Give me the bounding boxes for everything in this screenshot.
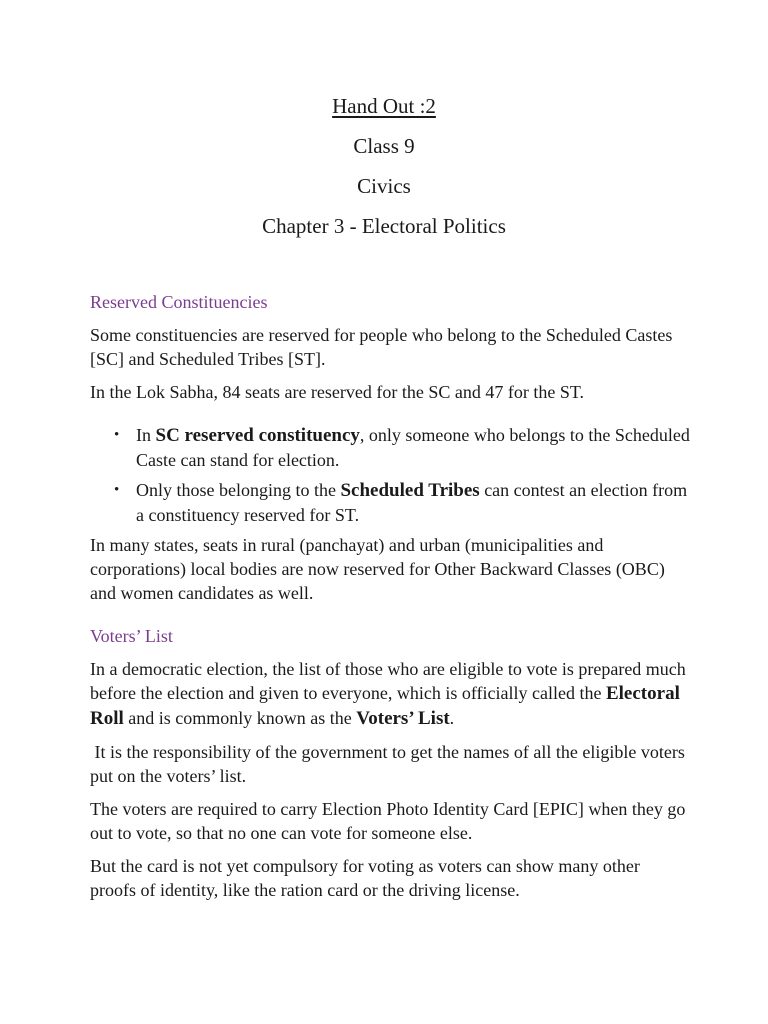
- bold-term-electoral-roll: Electoral Roll: [90, 683, 680, 729]
- bold-term-sc-reserved: SC reserved constituency: [155, 425, 360, 446]
- paragraph-reserved-intro: Some constituencies are reserved for people who belong to the Scheduled Castes [SC] and Scheduled Tribes [ST].: [90, 325, 673, 369]
- bullet-item-st: • Only those belonging to the Scheduled Tribes can contest an election from a constituency reserved for ST.: [90, 478, 690, 527]
- bold-term-scheduled-tribes: Scheduled Tribes: [340, 480, 480, 501]
- bullet-list-reserved: [90, 423, 690, 527]
- bold-term-voters-list: Voters’ List: [356, 708, 450, 729]
- paragraph-electoral-roll: In a democratic election, the list of those who are eligible to vote is prepared much before the election and given to everyone, which is officially called the Electoral Roll and is commonly known as the Voters’ List.: [90, 659, 686, 729]
- paragraph-lok-sabha-seats: In the Lok Sabha, 84 seats are reserved for the SC and 47 for the ST.: [90, 382, 585, 402]
- handout-title: Hand Out :2: [332, 94, 436, 118]
- subject-label: Civics: [357, 174, 411, 198]
- document-body: [90, 290, 690, 911]
- document-header: [0, 92, 768, 252]
- section-heading-reserved-constituencies: Reserved Constituencies: [90, 292, 268, 312]
- class-label: Class 9: [353, 134, 415, 158]
- paragraph-local-bodies: In many states, seats in rural (panchayat) and urban (municipalities and corporations) local bodies are now reserved for Other Backward Classes (OBC) and women candidates as well.: [90, 535, 665, 603]
- bullet-item-sc: • In SC reserved constituency, only someone who belongs to the Scheduled Caste can stand for election.: [90, 423, 690, 472]
- chapter-title: Chapter 3 - Electoral Politics: [262, 214, 506, 238]
- paragraph-government-responsibility: It is the responsibility of the government to get the names of all the eligible voters put on the voters’ list.: [90, 742, 690, 786]
- paragraph-epic: The voters are required to carry Election Photo Identity Card [EPIC] when they go out to vote, so that no one can vote for someone else.: [90, 799, 686, 843]
- section-heading-voters-list: Voters’ List: [90, 626, 173, 646]
- paragraph-other-proofs: But the card is not yet compulsory for voting as voters can show many other proofs of identity, like the ration card or the driving license.: [90, 856, 640, 900]
